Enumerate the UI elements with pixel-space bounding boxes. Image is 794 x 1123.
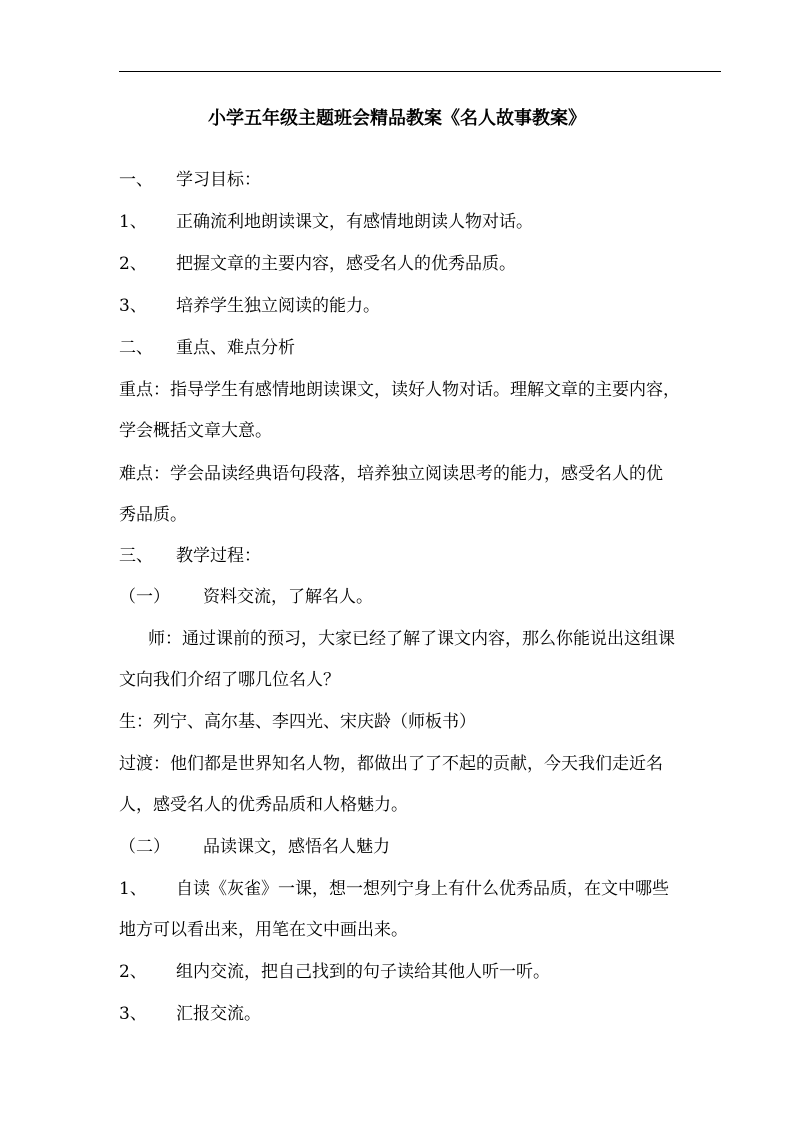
item-number: 1、 (119, 212, 147, 232)
item-number: 2、 (119, 254, 147, 274)
subsection-number: （二） (119, 837, 170, 857)
section-number: 一、 (119, 170, 153, 190)
item-number: 3、 (119, 1004, 147, 1024)
item-text: 组内交流，把自己找到的句子读给其他人听一听。 (176, 962, 550, 982)
paragraph-line: 文向我们介绍了哪几位名人？ (119, 670, 340, 690)
section-text: 学习目标： (176, 170, 261, 190)
subsection-number: （一） (119, 587, 170, 607)
paragraph-line: 师：通过课前的预习，大家已经了解了课文内容，那么你能说出这组课 (148, 629, 675, 649)
item-text: 正确流利地朗读课文，有感情地朗读人物对话。 (176, 212, 533, 232)
subsection-text: 资料交流，了解名人。 (203, 587, 373, 607)
item-text: 把握文章的主要内容，感受名人的优秀品质。 (176, 254, 516, 274)
section-text: 重点、难点分析 (176, 338, 295, 358)
paragraph-line: 秀品质。 (119, 505, 187, 525)
paragraph-line: 人，感受名人的优秀品质和人格魅力。 (119, 795, 408, 815)
paragraph-line: 生：列宁、高尔基、李四光、宋庆龄（师板书） (119, 712, 476, 732)
item-text: 自读《灰雀》一课，想一想列宁身上有什么优秀品质，在文中哪些 (176, 879, 669, 899)
item-number: 2、 (119, 962, 147, 982)
paragraph-line: 过渡：他们都是世界知名人物，都做出了了不起的贡献，今天我们走近名 (119, 754, 663, 774)
section-number: 三、 (119, 546, 153, 566)
item-text: 汇报交流。 (176, 1004, 261, 1024)
paragraph-line: 学会概括文章大意。 (119, 421, 272, 441)
header-rule (119, 71, 721, 72)
item-number: 1、 (119, 879, 147, 899)
page-title: 小学五年级主题班会精品教案《名人故事教案》 (208, 108, 586, 129)
item-number: 3、 (119, 296, 147, 316)
section-text: 教学过程： (176, 546, 261, 566)
paragraph-line: 重点：指导学生有感情地朗读课文，读好人物对话。理解文章的主要内容， (119, 380, 680, 400)
paragraph-line: 难点：学会品读经典语句段落，培养独立阅读思考的能力，感受名人的优 (119, 464, 663, 484)
section-number: 二、 (119, 338, 153, 358)
subsection-text: 品读课文，感悟名人魅力 (203, 837, 390, 857)
paragraph-line: 地方可以看出来，用笔在文中画出来。 (119, 920, 408, 940)
item-text: 培养学生独立阅读的能力。 (176, 296, 380, 316)
